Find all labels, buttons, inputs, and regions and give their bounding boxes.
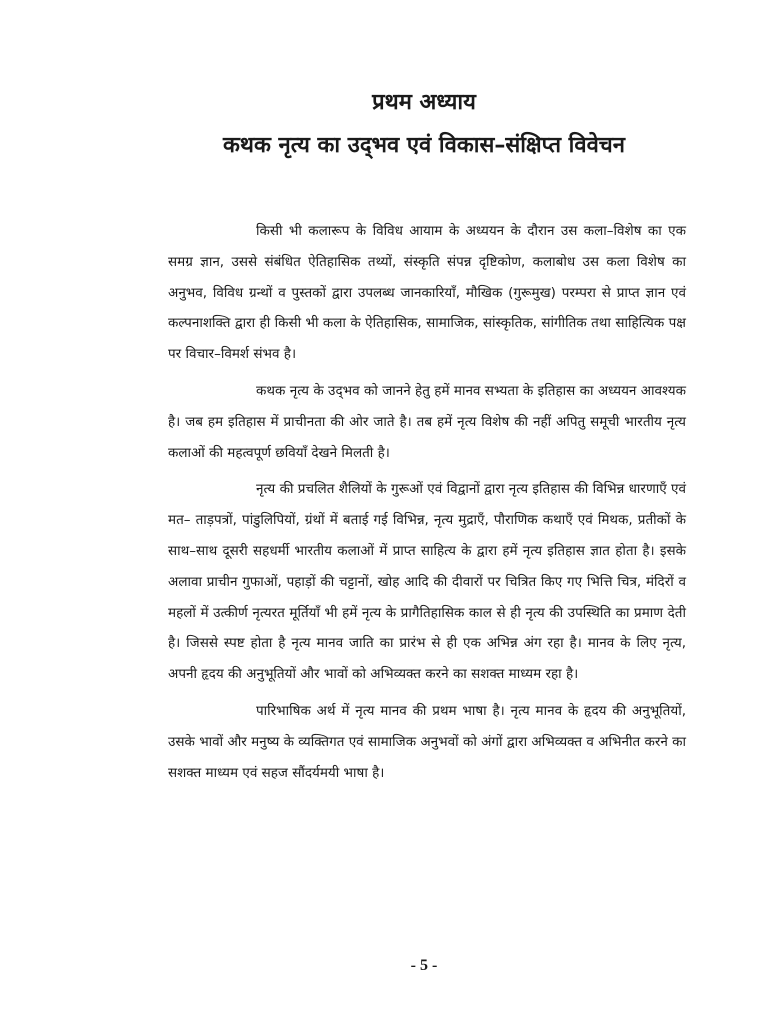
- chapter-label: प्रथम अध्याय: [372, 90, 476, 115]
- paragraph: कथक नृत्य के उद्‌भव को जानने हेतु हमें मानव सभ्यता के इतिहास का अध्ययन आवश्यक है। जब हम इतिहास में प्राचीनता की ओर जाते है। तब हमें नृत्य विशेष की नहीं अपितु समूची भारतीय नृत्य कलाओं की महत्वपूर्ण छवियाँ देखने मिलती है।: [168, 382, 686, 461]
- page-number: - 5 -: [410, 957, 438, 974]
- paragraph: किसी भी कलारूप के विविध आयाम के अध्ययन के दौरान उस कला–विशेष का एक समग्र ज्ञान, उससे संबंधित ऐतिहासिक तथ्यों, संस्कृति संपन्न दृष्टिकोण, कलाबोध उस कला विशेष का अनुभव, विविध ग्रन्थों व पुस्तकों द्वारा उपलब्ध जानकारियाँ, मौखिक (गुरूमुख) परम्परा से प्राप्त ज्ञान एवं कल्पनाशक्ति द्वारा ही किसी भी कला के ऐतिहासिक, सामाजिक, सांस्कृतिक, सांगीतिक तथा साहित्यिक पक्ष पर विचार–विमर्श संभव है।: [168, 223, 686, 363]
- chapter-title: कथक नृत्य का उद्‌भव एवं विकास–संक्षिप्त विवेचन: [223, 133, 625, 158]
- body-text: [168, 216, 686, 794]
- paragraph: पारिभाषिक अर्थ में नृत्य मानव की प्रथम भाषा है। नृत्य मानव के हृदय की अनुभूतियों, उसके भावों और मनुष्य के व्यक्तिगत एवं सामाजिक अनुभवों को अंगों द्वारा अभिव्यक्त व अभिनीत करने का सशक्त माध्यम एवं सहज सौंदर्यमयी भाषा है।: [168, 702, 686, 781]
- paragraph: नृत्य की प्रचलित शैलियों के गुरूओं एवं विद्वानों द्वारा नृत्य इतिहास की विभिन्न धारणाएँ एवं मत– ताड़पत्रों, पांडुलिपियों, ग्रंथों में बताई गई विभिन्न, नृत्य मुद्राएँ, पौराणिक कथाएँ एवं मिथक, प्रतीकों के साथ–साथ दूसरी सहधर्मी भारतीय कलाओं में प्राप्त साहित्य के द्वारा हमें नृत्य इतिहास ज्ञात होता है। इसके अलावा प्राचीन गुफाओं, पहाड़ों की चट्टानों, खोह आदि की दीवारों पर चित्रित किए गए भित्ति चित्र, मंदिरों व महलों में उत्कीर्ण नृत्यरत मूर्तियाँ भी हमें नृत्य के प्रागैतिहासिक काल से ही नृत्य की उपस्थिति का प्रमाण देती है। जिससे स्पष्ट होता है नृत्य मानव जाति का प्रारंभ से ही एक अभिन्न अंग रहा है। मानव के लिए नृत्य, अपनी हृदय की अनुभूतियों और भावों को अभिव्यक्त करने का सशक्त माध्यम रहा है।: [168, 481, 686, 683]
